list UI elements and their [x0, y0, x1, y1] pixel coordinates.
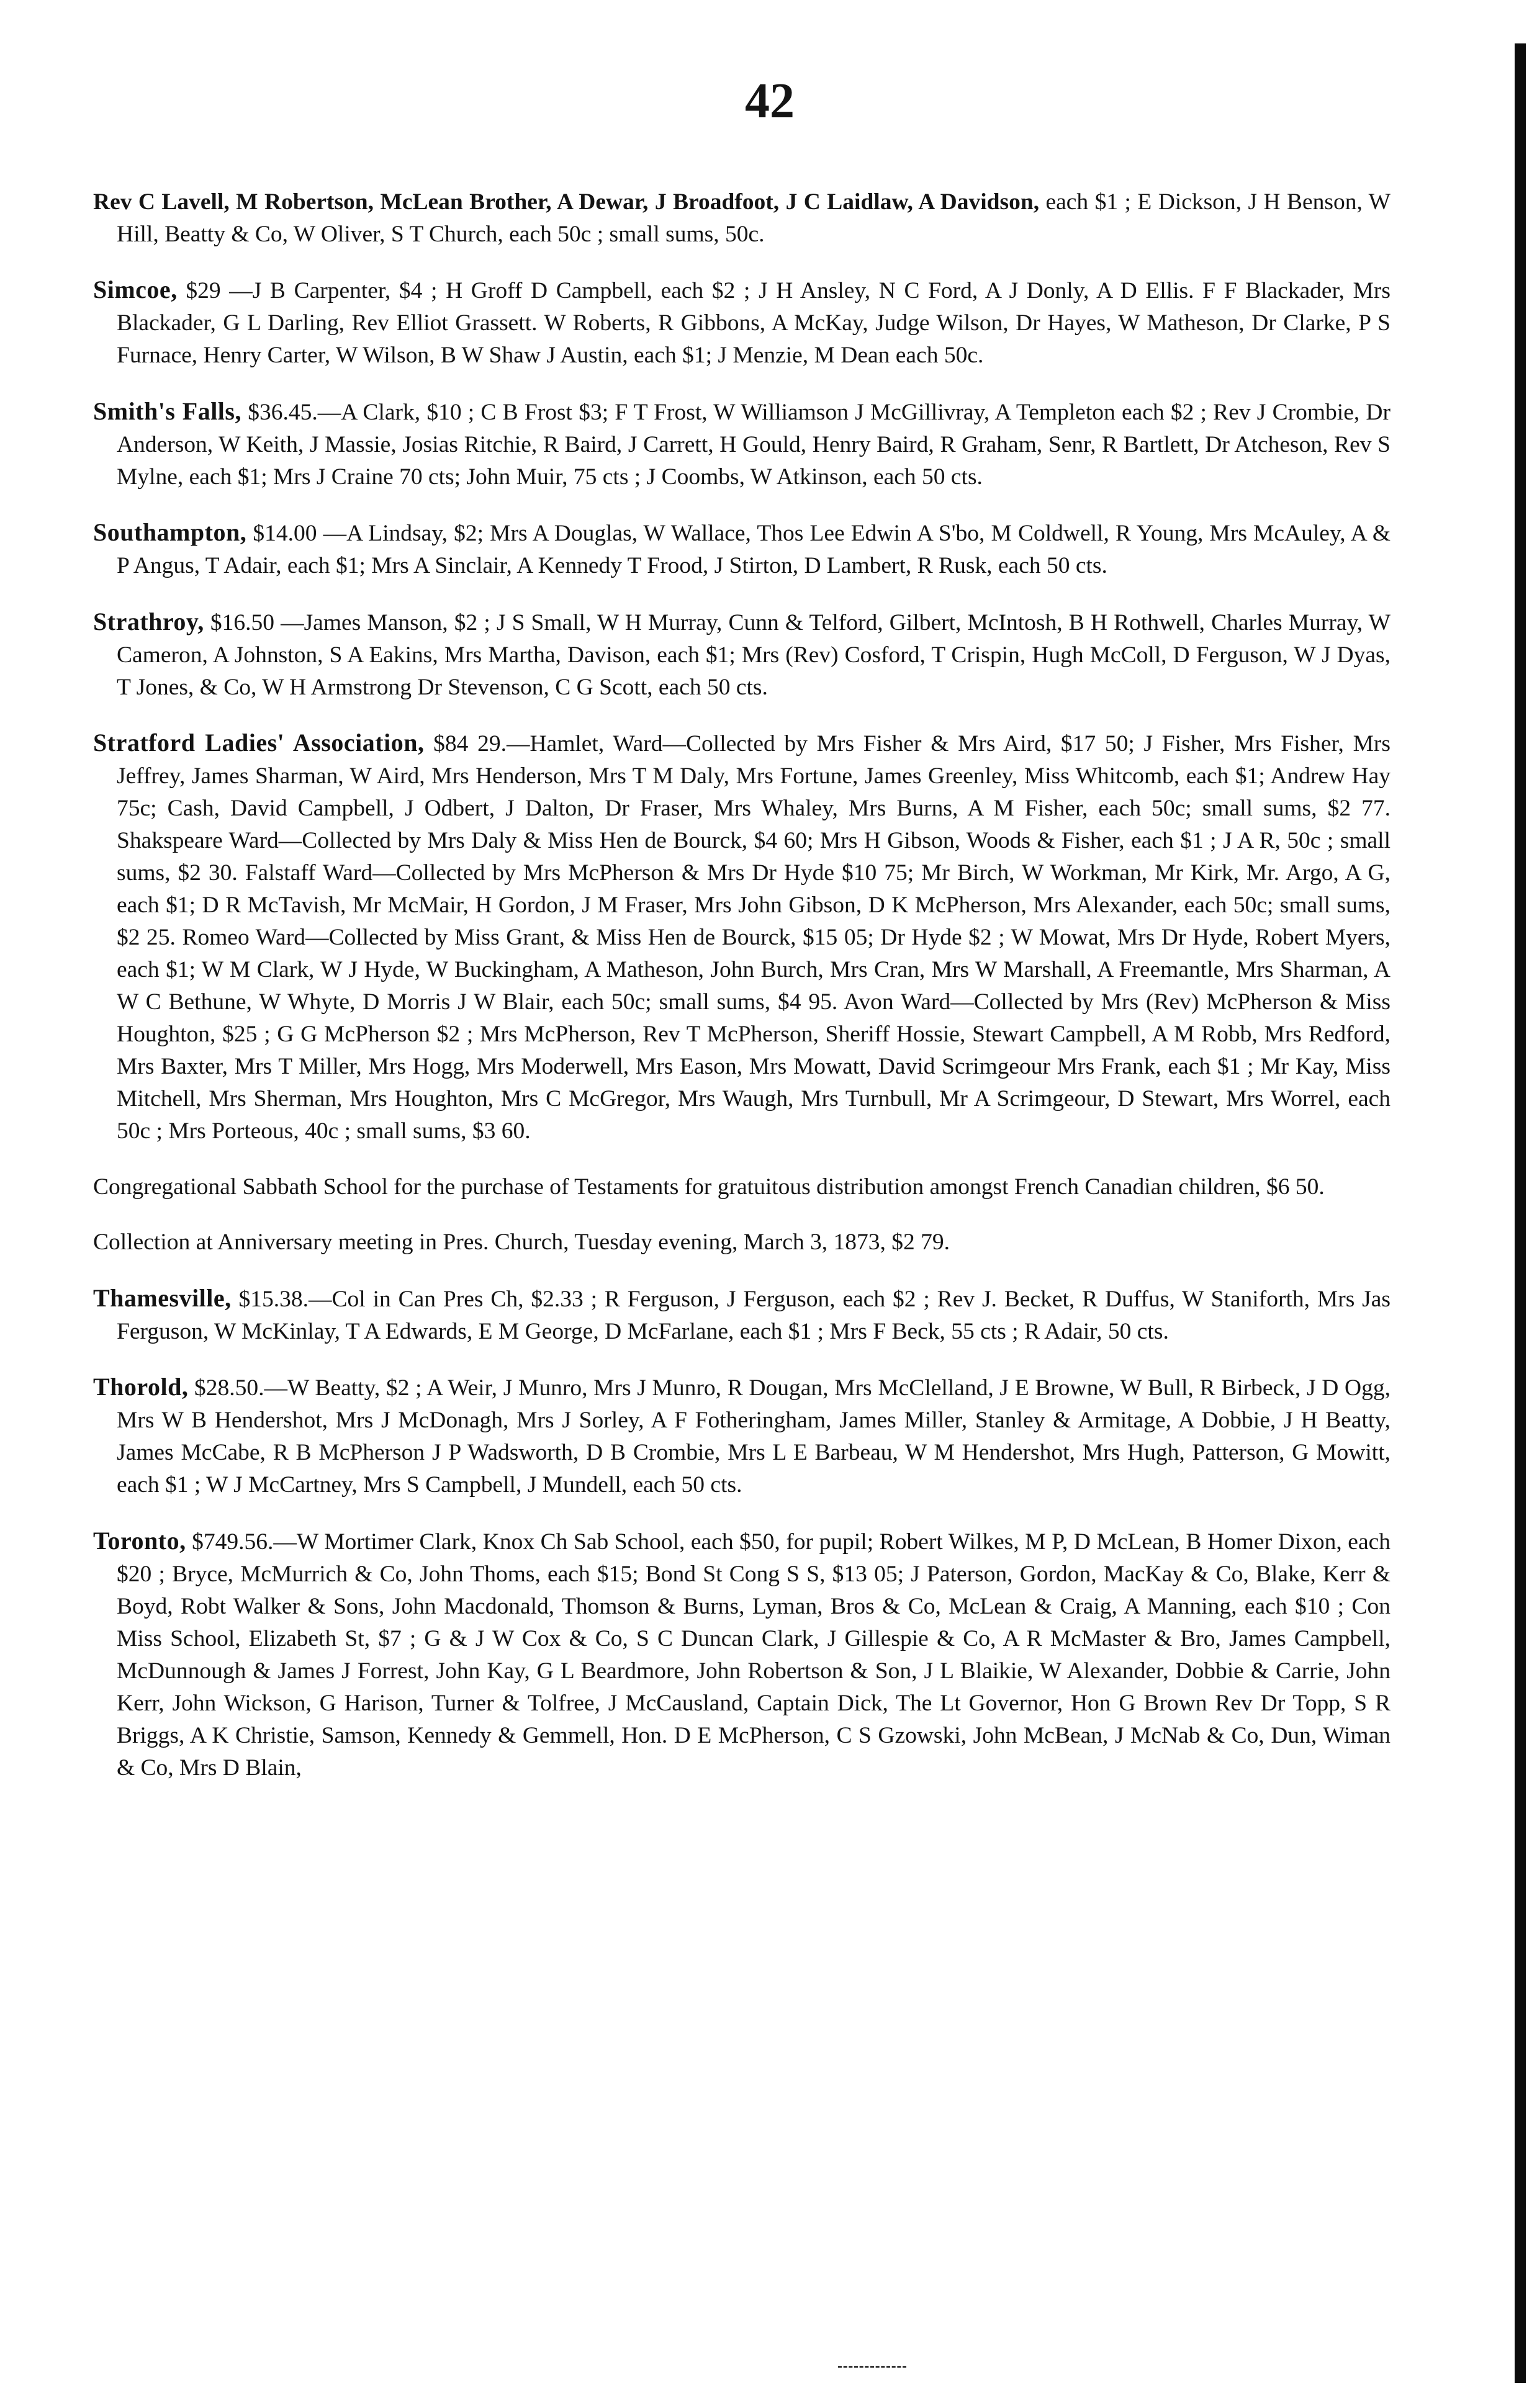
entry-thorold — [93, 1371, 1391, 1501]
entry-text: Collection at Anniversary meeting in Pres. Church, Tuesday evening, March 3, 1873, $2 79. — [93, 1229, 950, 1255]
entry-head: Stratford Ladies' Association, — [93, 729, 425, 757]
entry-head: Strathroy, — [93, 607, 204, 636]
entry-head: Toronto, — [93, 1526, 186, 1555]
page-edge-scan-shadow — [1515, 43, 1526, 2383]
entry-strathroy — [93, 606, 1391, 704]
entry-text: Congregational Sabbath School for the purchase of Testaments for gratuitous distribution amongst French Canadian children, $6 50. — [93, 1174, 1325, 1200]
entry-text: $29 —J B Carpenter, $4 ; H Groff D Campbell, each $2 ; J H Ansley, N C Ford, A J Donly, A D Ellis. F F Blackader, Mrs Blackader, G L Darling, Rev Elliot Grassett. W Roberts, R Gibbons, A McKay, Judge Wilson, Dr Hayes, W Matheson, Dr Clarke, P S Furnace, Henry Carter, W Wilson, B W Shaw J Austin, each $1; J Menzie, M Dean each 50c. — [117, 278, 1391, 368]
entry-text: $14.00 —A Lindsay, $2; Mrs A Douglas, W Wallace, Thos Lee Edwin A S'bo, M Coldwell, R Young, Mrs McAuley, A & P Angus, T Adair, each $1; Mrs A Sinclair, A Kennedy T Frood, J Stirton, D Lambert, R Rusk, each 50 cts. — [117, 521, 1391, 578]
entry-head: Thamesville, — [93, 1283, 232, 1312]
subscription-list — [93, 163, 1391, 1799]
entry-toronto — [93, 1525, 1391, 1784]
entry-southampton — [93, 516, 1391, 582]
page-number: 42 — [745, 74, 795, 128]
entry-smiths-falls — [93, 395, 1391, 493]
entry-text: $84 29.—Hamlet, Ward—Collected by Mrs Fisher & Mrs Aird, $17 50; J Fisher, Mrs Fisher, Mrs Jeffrey, James Sharman, W Aird, Mrs Henderson, Mrs T M Daly, Mrs Fortune, James Greenley, Miss Whitcomb, each $1; Andrew Hay 75c; Cash, David Campbell, J Odbert, J Dalton, Dr Fraser, Mrs Whaley, Mrs Burns, A M Fisher, each 50c; small sums, $2 77. Shakspeare Ward—Collected by Mrs Daly & Miss Hen de Bourck, $4 60; Mrs H Gibson, Woods & Fisher, each $1 ; J A R, 50c ; small sums, $2 30. Falstaff Ward—Collected by Mrs McPherson & Mrs Dr Hyde $10 75; Mr Birch, W Workman, Mr Kirk, Mr. Argo, A G, each $1; D R McTavish, Mr McMair, H Gordon, J M Fraser, Mrs John Gibson, D K McPherson, Mrs Alexander, each 50c; small sums, $2 25. Romeo Ward—Collected by Miss Grant, & Miss Hen de Bourck, $15 05; Dr Hyde $2 ; W Mowat, Mrs Dr Hyde, Robert Myers, each $1; W M Clark, W J Hyde, W Buckingham, A Matheson, John Burch, Mrs Cran, Mrs W Marshall, A Freemantle, Mrs Sharman, A W C Bethune, W Whyte, D Morris J W Blair, each 50c; small sums, $4 95. Avon Ward—Collected by Mrs (Rev) McPherson & Miss Houghton, $25 ; G G McPherson $2 ; Mrs McPherson, Rev T McPherson, Sheriff Hossie, Stewart Campbell, A M Robb, Mrs Redford, Mrs Baxter, Mrs T Miller, Mrs Hogg, Mrs Moderwell, Mrs Eason, Mrs Mowatt, David Scrimgeour Mrs Frank, each $1 ; Mr Kay, Miss Mitchell, Mrs Sherman, Mrs Houghton, Mrs C McGregor, Mrs Waugh, Mrs Turnbull, Mr A Scrimgeour, D Stewart, Mrs Worrel, each 50c ; Mrs Porteous, 40c ; small sums, $3 60. — [117, 731, 1391, 1144]
entry-text: $36.45.—A Clark, $10 ; C B Frost $3; F T Frost, W Williamson J McGillivray, A Templeton each $2 ; Rev J Crombie, Dr Anderson, W Keith, J Massie, Josias Ritchie, R Baird, J Carrett, H Gould, Henry Baird, R Graham, Senr, R Bartlett, Dr Atcheson, Rev S Mylne, each $1; Mrs J Craine 70 cts; John Muir, 75 cts ; J Coombs, W Atkinson, each 50 cts. — [117, 399, 1391, 490]
entry-head: Smith's Falls, — [93, 397, 241, 425]
entry-thamesville — [93, 1282, 1391, 1348]
entry-stratford-ladies-association — [93, 727, 1391, 1148]
entry-head: Rev C Lavell, M Robertson, McLean Brother, A Dewar, J Broadfoot, J C Laidlaw, A Davidson, — [93, 189, 1040, 215]
closing-dashed-rule — [838, 2366, 906, 2368]
entry-text: each $1 ; E Dickson, J H Benson, W Hill, Beatty & Co, W Oliver, S T Church, each 50c ; small sums, 50c. — [117, 189, 1391, 247]
entry-stratford-continued — [93, 186, 1391, 251]
entry-head: Thorold, — [93, 1373, 189, 1401]
entry-text: $28.50.—W Beatty, $2 ; A Weir, J Munro, Mrs J Munro, R Dougan, Mrs McClelland, J E Browne, W Bull, R Birbeck, J D Ogg, Mrs W B Hendershot, Mrs J McDonagh, Mrs J Sorley, A F Fotheringham, James Miller, Stanley & Armitage, A Dobbie, J H Beatty, James McCabe, R B McPherson J P Wadsworth, D B Crombie, Mrs L E Barbeau, W M Hendershot, Mrs Hugh, Patterson, G Mowitt, each $1 ; W J McCartney, Mrs S Campbell, J Mundell, each 50 cts. — [117, 1375, 1391, 1498]
entry-head: Simcoe, — [93, 276, 178, 303]
entry-text: $16.50 —James Manson, $2 ; J S Small, W H Murray, Cunn & Telford, Gilbert, McIntosh, B H Rothwell, Charles Murray, W Cameron, A Johnston, S A Eakins, Mrs Martha, Davison, each $1; Mrs (Rev) Cosford, T Crispin, Hugh McColl, D Ferguson, W J Dyas, T Jones, & Co, W H Armstrong Dr Stevenson, C G Scott, each 50 cts. — [117, 609, 1391, 700]
entry-head: Southampton, — [93, 518, 247, 546]
entry-congregational-sabbath-school — [93, 1171, 1391, 1203]
entry-anniversary-collection — [93, 1226, 1391, 1259]
entry-text: $15.38.—Col in Can Pres Ch, $2.33 ; R Ferguson, J Ferguson, each $2 ; Rev J. Becket, R Duffus, W Staniforth, Mrs Jas Ferguson, W McKinlay, T A Edwards, E M George, D McFarlane, each $1 ; Mrs F Beck, 55 cts ; R Adair, 50 cts. — [117, 1286, 1391, 1344]
entry-simcoe — [93, 274, 1391, 372]
entry-text: $749.56.—W Mortimer Clark, Knox Ch Sab School, each $50, for pupil; Robert Wilkes, M P, D McLean, B Homer Dixon, each $20 ; Bryce, McMurrich & Co, John Thoms, each $15; Bond St Cong S S, $13 05; J Paterson, Gordon, MacKay & Co, Blake, Kerr & Boyd, Robt Walker & Sons, John Macdonald, Thomson & Burns, Lyman, Bros & Co, McLean & Craig, A Manning, each $10 ; Con Miss School, Elizabeth St, $7 ; G & J W Cox & Co, S C Duncan Clark, J Gillespie & Co, A R McMaster & Bro, James Campbell, McDunnough & James J Forrest, John Kay, G L Beardmore, John Robertson & Son, J L Blaikie, W Alexander, Dobbie & Carrie, John Kerr, John Wickson, G Harison, Turner & Tolfree, J McCausland, Captain Dick, The Lt Governor, Hon G Brown Rev Dr Topp, S R Briggs, A K Christie, Samson, Kennedy & Gemmell, Hon. D E McPherson, C S Gzowski, John McBean, J McNab & Co, Dun, Wiman & Co, Mrs D Blain, — [117, 1529, 1391, 1781]
